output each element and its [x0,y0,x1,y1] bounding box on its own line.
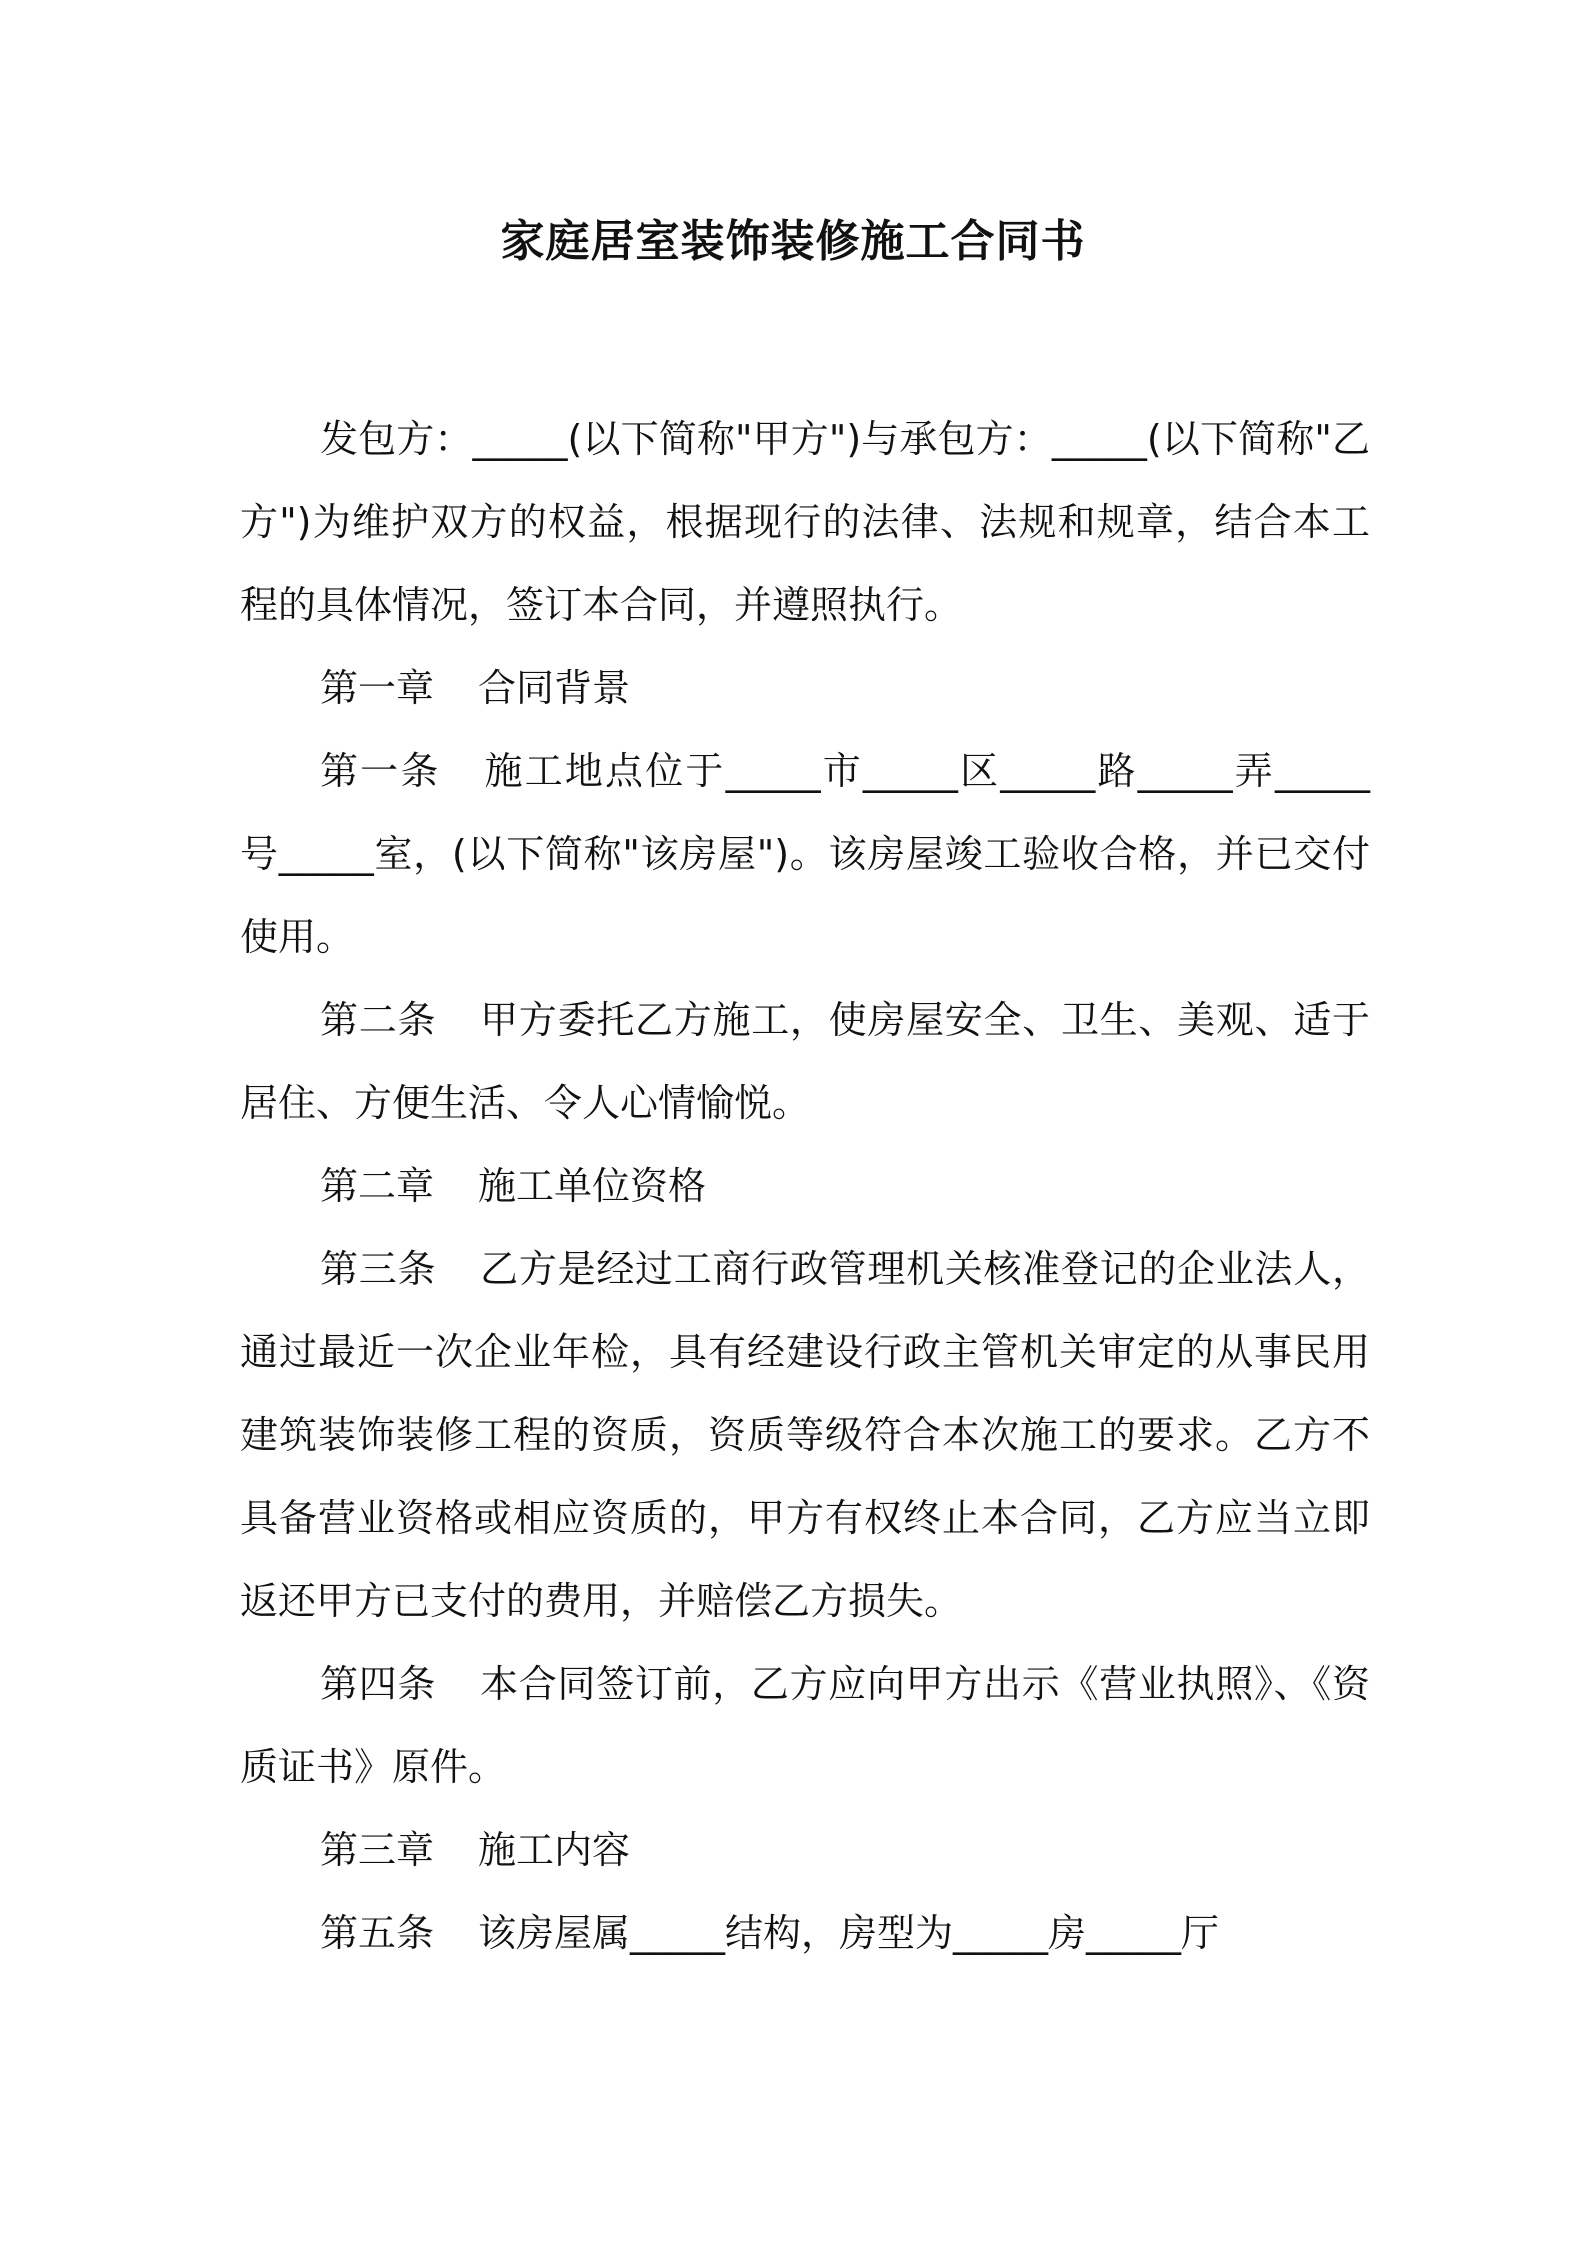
chapter-label: 第一章 [320,666,435,710]
article-text: 乙方是经过工商行政管理机关核准登记的企业法人，通过最近一次企业年检，具有经建设行政主管机关审定的从事民用建筑装饰装修工程的资质，资质等级符合本次施工的要求。乙方不具备营业资格或相应资质的，甲方有权终止本合同，乙方应当立即返还甲方已支付的费用，并赔偿乙方损失。 [240,1247,1370,1623]
article-paragraph [240,979,1370,1145]
article-text: 甲方委托乙方施工，使房屋安全、卫生、美观、适于居住、方便生活、令人心情愉悦。 [240,998,1370,1125]
article-paragraph [240,1228,1370,1643]
chapter-heading [240,1809,1370,1892]
chapter-title: 合同背景 [478,666,631,710]
article-paragraph [240,730,1370,979]
article-text: 施工地点位于_____市_____区_____路_____弄_____号_____室，(以下简称"该房屋")。该房屋竣工验收合格，并已交付使用。 [240,749,1370,959]
intro-paragraph: 发包方：_____(以下简称"甲方")与承包方：_____(以下简称"乙方")为维护双方的权益，根据现行的法律、法规和规章，结合本工程的具体情况，签订本合同，并遵照执行。 [240,417,1370,627]
article-label: 第四条 [320,1662,437,1706]
chapter-label: 第三章 [320,1828,435,1872]
article-label: 第一条 [320,749,441,793]
chapter-title: 施工内容 [478,1828,631,1872]
chapter-heading [240,1145,1370,1228]
article-label: 第二条 [320,998,437,1042]
article-paragraph [240,1892,1370,1975]
article-paragraph [240,1643,1370,1809]
article-text: 该房屋属_____结构，房型为_____房_____厅 [478,1911,1220,1955]
article-label: 第五条 [320,1911,435,1955]
article-text: 本合同签订前，乙方应向甲方出示《营业执照》、《资质证书》原件。 [240,1662,1370,1789]
chapter-label: 第二章 [320,1164,435,1208]
chapter-heading [240,647,1370,730]
article-label: 第三条 [320,1247,437,1291]
document-body [240,398,1370,1975]
chapter-title: 施工单位资格 [478,1164,707,1208]
document-title: 家庭居室装饰装修施工合同书 [500,216,1086,267]
